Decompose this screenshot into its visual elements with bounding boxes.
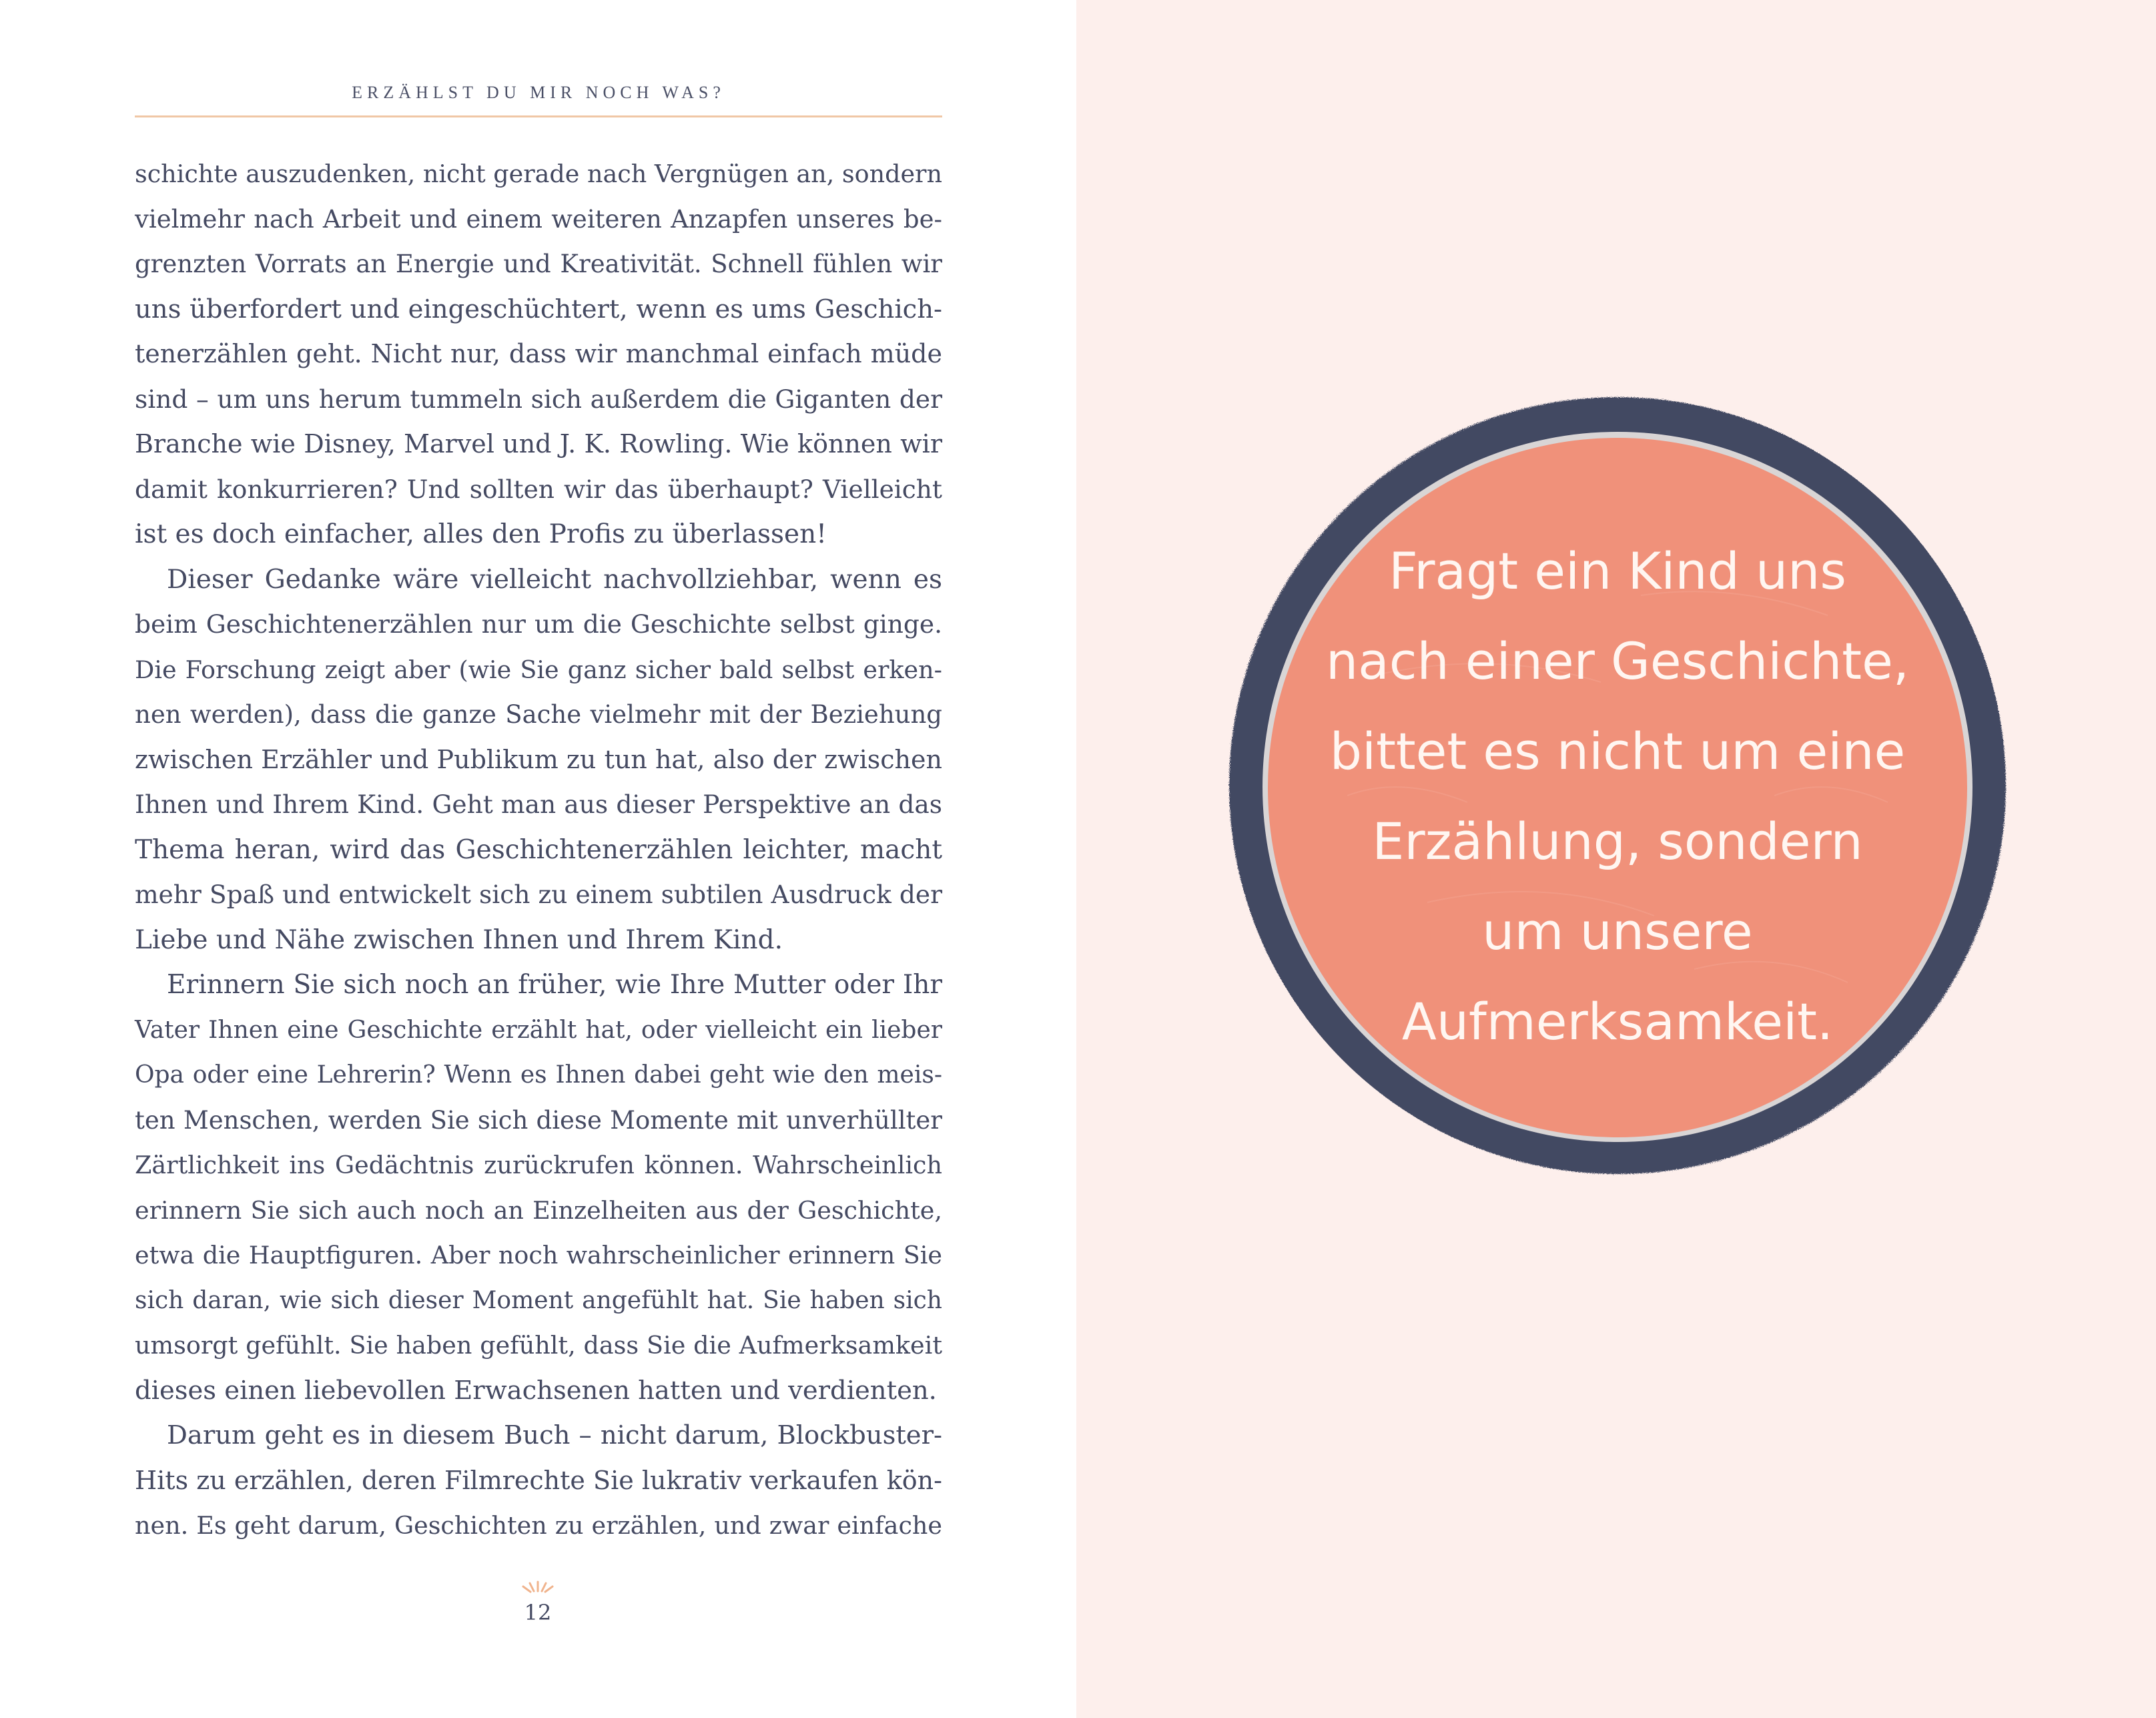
header-rule bbox=[135, 115, 942, 117]
body-line: grenzten Vorrats an Energie und Kreativität. Schnell fühlen wir bbox=[135, 250, 942, 278]
body-line: dieses einen liebevollen Erwachsenen hatten und verdienten. bbox=[135, 1375, 937, 1406]
body-line: tenerzählen geht. Nicht nur, dass wir manchmal einfach müde bbox=[135, 339, 942, 368]
body-line: Opa oder eine Lehrerin? Wenn es Ihnen dabei geht wie den meis- bbox=[135, 1061, 942, 1089]
body-line: zwischen Erzähler und Publikum zu tun hat, also der zwischen bbox=[135, 744, 942, 774]
body-line: Thema heran, wird das Geschichtenerzählen leichter, macht bbox=[135, 834, 942, 865]
body-line: beim Geschichtenerzählen nur um die Geschichte selbst ginge. bbox=[135, 609, 942, 639]
body-line: sich daran, wie sich dieser Moment angefühlt hat. Sie haben sich bbox=[135, 1286, 942, 1314]
right-page bbox=[1076, 0, 2156, 1718]
body-line: mehr Spaß und entwickelt sich zu einem subtilen Ausdruck der bbox=[135, 880, 942, 909]
body-line: umsorgt gefühlt. Sie haben gefühlt, dass Sie die Aufmerksamkeit bbox=[135, 1331, 942, 1360]
body-line: erinnern Sie sich auch noch an Einzelheiten aus der Geschichte, bbox=[135, 1195, 942, 1225]
quote-line: nach einer Geschichte, bbox=[1325, 631, 1910, 691]
quote-line: Erzählung, sondern bbox=[1372, 812, 1863, 871]
body-line: schichte auszudenken, nicht gerade nach Vergnügen an, sondern bbox=[135, 160, 942, 188]
body-line: Zärtlichkeit ins Gedächtnis zurückrufen können. Wahrscheinlich bbox=[135, 1151, 942, 1179]
body-line: Branche wie Disney, Marvel und J. K. Rowling. Wie können wir bbox=[135, 429, 942, 459]
page-number: 12 bbox=[524, 1600, 552, 1625]
body-line: Die Forschung zeigt aber (wie Sie ganz sicher bald selbst erken- bbox=[135, 655, 942, 684]
body-line: Erinnern Sie sich noch an früher, wie Ihre Mutter oder Ihr bbox=[167, 970, 942, 1000]
body-text bbox=[135, 152, 942, 1548]
body-line: Hits zu erzählen, deren Filmrechte Sie lukrativ verkaufen kön- bbox=[135, 1465, 942, 1495]
body-line: ist es doch einfacher, alles den Profis zu überlassen! bbox=[135, 519, 827, 549]
sunburst-ornament-icon bbox=[514, 1578, 562, 1594]
body-line: Vater Ihnen eine Geschichte erzählt hat, oder vielleicht ein lieber bbox=[135, 1016, 942, 1044]
body-line: ten Menschen, werden Sie sich diese Momente mit unverhüllter bbox=[135, 1105, 942, 1135]
quote-circle bbox=[1227, 395, 2008, 1176]
body-line: Dieser Gedanke wäre vielleicht nachvollziehbar, wenn es bbox=[167, 564, 942, 595]
quote-text bbox=[1314, 526, 1921, 1067]
body-line: vielmehr nach Arbeit und einem weiteren Anzapfen unseres be- bbox=[135, 204, 942, 234]
body-line: Darum geht es in diesem Buch – nicht darum, Blockbuster- bbox=[167, 1420, 942, 1450]
quote-line: Fragt ein Kind uns bbox=[1389, 541, 1846, 601]
body-line: Liebe und Nähe zwischen Ihnen und Ihrem Kind. bbox=[135, 924, 783, 955]
body-line: uns überfordert und eingeschüchtert, wenn es ums Geschich- bbox=[135, 294, 942, 324]
left-page bbox=[0, 0, 1076, 1718]
body-line: nen werden), dass die ganze Sache vielmehr mit der Beziehung bbox=[135, 700, 942, 729]
body-line: Ihnen und Ihrem Kind. Geht man aus dieser Perspektive an das bbox=[135, 790, 942, 819]
body-line: sind – um uns herum tummeln sich außerdem die Giganten der bbox=[135, 384, 942, 414]
body-line: etwa die Hauptfiguren. Aber noch wahrscheinlicher erinnern Sie bbox=[135, 1241, 942, 1269]
body-line: nen. Es geht darum, Geschichten zu erzählen, und zwar einfache bbox=[135, 1511, 942, 1540]
quote-line: um unsere bbox=[1482, 902, 1753, 961]
quote-line: Aufmerksamkeit. bbox=[1401, 992, 1834, 1051]
body-line: damit konkurrieren? Und sollten wir das überhaupt? Vielleicht bbox=[135, 474, 942, 504]
running-head: ERZÄHLST DU MIR NOCH WAS? bbox=[352, 83, 725, 102]
quote-line: bittet es nicht um eine bbox=[1329, 722, 1906, 781]
